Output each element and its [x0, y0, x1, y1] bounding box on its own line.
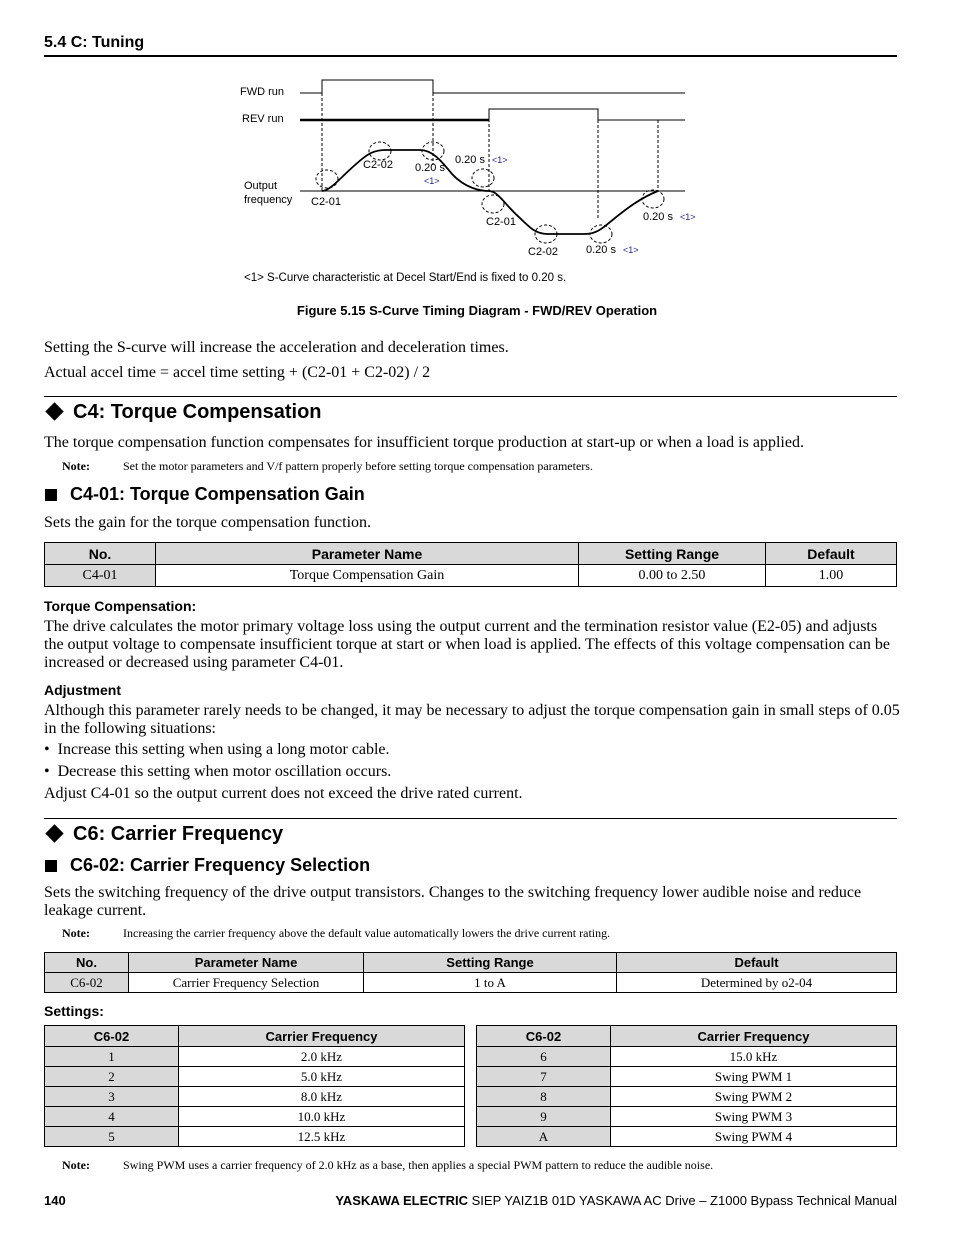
swing-pwm-note — [62, 1158, 713, 1173]
bullet-dot-icon: • — [44, 763, 58, 780]
table-header-cell: Default — [617, 953, 897, 973]
time-label-c: 0.20 s — [586, 244, 616, 256]
ref-mark-a: <1> — [424, 176, 440, 186]
table-cell: 15.0 kHz — [611, 1047, 897, 1067]
table-cell: Swing PWM 4 — [611, 1127, 897, 1147]
timing-markers — [322, 93, 658, 220]
table-cell: 1 — [45, 1047, 179, 1067]
time-label-b: 0.20 s — [455, 154, 485, 166]
c4-01-description: Sets the gain for the torque compensation function. — [44, 514, 372, 531]
fwd-run-label: FWD run — [240, 86, 284, 98]
note-label: Note: — [62, 459, 90, 473]
table-cell: A — [477, 1127, 611, 1147]
header-rule — [44, 55, 897, 57]
figure-footnote: <1> S-Curve characteristic at Decel Start/End is fixed to 0.20 s. — [244, 272, 567, 284]
table-cell: 1 to A — [364, 973, 617, 993]
table-cell: C4-01 — [45, 565, 156, 587]
table-cell: Swing PWM 1 — [611, 1067, 897, 1087]
table-header-cell: Carrier Frequency — [179, 1026, 465, 1047]
section-rule-c4 — [44, 396, 897, 397]
c4-01-heading-text: C4-01: Torque Compensation Gain — [70, 484, 365, 504]
figure-caption: Figure 5.15 S-Curve Timing Diagram - FWD/REV Operation — [296, 303, 658, 318]
c6-02-note — [62, 926, 610, 941]
frequency-label: frequency — [244, 194, 293, 206]
table-cell: 9 — [477, 1107, 611, 1127]
table-cell: Torque Compensation Gain — [156, 565, 579, 587]
table-header-cell: Default — [766, 543, 897, 565]
adjustment-final: Adjust C4-01 so the output current does not exceed the drive rated current. — [44, 785, 523, 802]
note-text: Swing PWM uses a carrier frequency of 2.0 kHz as a base, then applies a special PWM pattern to reduce the audible noise. — [123, 1158, 714, 1172]
table-cell: 3 — [45, 1087, 179, 1107]
square-bullet-icon — [45, 860, 57, 872]
section-rule-c6 — [44, 818, 897, 819]
settings-table-left — [44, 1025, 465, 1147]
table-cell: 2 — [45, 1067, 179, 1087]
table-cell: 1.00 — [766, 565, 897, 587]
table-cell: Carrier Frequency Selection — [129, 973, 364, 993]
note-text: Set the motor parameters and V/f pattern properly before setting torque compensation parameters. — [123, 459, 593, 473]
c6-heading-text: C6: Carrier Frequency — [73, 823, 284, 845]
rev-run-signal — [300, 109, 685, 120]
table-header-cell: No. — [45, 953, 129, 973]
table-cell: 0.00 to 2.50 — [579, 565, 766, 587]
table-header-cell: Carrier Frequency — [611, 1026, 897, 1047]
table-header-cell: C6-02 — [45, 1026, 179, 1047]
ref-mark-b: <1> — [492, 155, 508, 165]
ref-mark-c: <1> — [623, 245, 639, 255]
bullet-item — [44, 763, 900, 781]
table-cell: 5.0 kHz — [179, 1067, 465, 1087]
table-header-cell: C6-02 — [477, 1026, 611, 1047]
table-cell: 12.5 kHz — [179, 1127, 465, 1147]
footer-document — [335, 1193, 897, 1208]
settings-heading: Settings: — [44, 1003, 104, 1019]
footer-brand: YASKAWA ELECTRIC — [335, 1193, 468, 1208]
note-label: Note: — [62, 1158, 90, 1172]
running-header: 5.4 C: Tuning — [44, 34, 145, 51]
c4-note — [62, 459, 593, 474]
note-label: Note: — [62, 926, 90, 940]
fwd-run-signal — [300, 80, 685, 93]
adjustment-heading: Adjustment — [44, 682, 121, 698]
intro-line-2: Actual accel time = accel time setting + (C2-01 + C2-02) / 2 — [44, 364, 431, 381]
table-cell: C6-02 — [45, 973, 129, 993]
settings-table-right — [476, 1025, 897, 1147]
c2-02-decel-label: C2-02 — [528, 246, 558, 258]
table-cell: 8.0 kHz — [179, 1087, 465, 1107]
table-cell: 5 — [45, 1127, 179, 1147]
c6-02-heading-text: C6-02: Carrier Frequency Selection — [70, 855, 371, 875]
ref-mark-d: <1> — [680, 212, 696, 222]
c2-02-accel-label: C2-02 — [363, 159, 393, 171]
table-cell: 6 — [477, 1047, 611, 1067]
footer-doc-title: SIEP YAIZ1B 01D YASKAWA AC Drive – Z1000 Bypass Technical Manual — [471, 1193, 897, 1208]
table-header-cell: Setting Range — [364, 953, 617, 973]
s-curve-timing-diagram — [230, 70, 710, 295]
table-cell: Swing PWM 3 — [611, 1107, 897, 1127]
bullet-text: Decrease this setting when motor oscillation occurs. — [57, 763, 392, 780]
c4-heading — [44, 401, 322, 424]
c4-description: The torque compensation function compensates for insufficient torque production at start-up or when a load is applied. — [44, 434, 804, 451]
diamond-bullet-icon — [45, 403, 63, 421]
page-number: 140 — [44, 1193, 66, 1208]
table-cell: Determined by o2-04 — [617, 973, 897, 993]
table-header-cell: Setting Range — [579, 543, 766, 565]
table-cell: 2.0 kHz — [179, 1047, 465, 1067]
time-label-d: 0.20 s — [643, 211, 673, 223]
table-cell: Swing PWM 2 — [611, 1087, 897, 1107]
diamond-bullet-icon — [45, 825, 63, 843]
torque-compensation-text: The drive calculates the motor primary voltage loss using the output current and the termination resistor value (E2-05) and adjusts the output voltage to compensate insufficient torque at start or when load is applied. The effects of this voltage compensation can be increased or decreased using parameter C4-01. — [44, 618, 890, 671]
table-cell: 10.0 kHz — [179, 1107, 465, 1127]
output-label: Output — [244, 180, 278, 192]
c4-heading-text: C4: Torque Compensation — [73, 401, 322, 423]
adjustment-text: Although this parameter rarely needs to be changed, it may be necessary to adjust the torque compensation gain in small steps of 0.05 in the following situations: — [44, 702, 900, 737]
c2-01-decel-label: C2-01 — [486, 216, 516, 228]
bullet-text: Increase this setting when using a long motor cable. — [57, 741, 390, 758]
table-header-cell: Parameter Name — [156, 543, 579, 565]
time-label-a: 0.20 s — [415, 162, 445, 174]
table-cell: 7 — [477, 1067, 611, 1087]
c6-heading — [44, 823, 283, 846]
c6-02-description: Sets the switching frequency of the drive output transistors. Changes to the switching frequency lower audible noise and reduce leakage current. — [44, 884, 862, 919]
square-bullet-icon — [45, 489, 57, 501]
bullet-item — [44, 741, 900, 759]
table-header-cell: Parameter Name — [129, 953, 364, 973]
table-header-cell: No. — [45, 543, 156, 565]
note-text: Increasing the carrier frequency above the default value automatically lowers the drive current rating. — [123, 926, 611, 940]
table-cell: 8 — [477, 1087, 611, 1107]
torque-compensation-heading: Torque Compensation: — [44, 598, 197, 614]
c2-01-accel-label: C2-01 — [311, 196, 341, 208]
bullet-dot-icon: • — [44, 741, 58, 758]
c4-01-parameter-table — [44, 542, 897, 587]
intro-line-1: Setting the S-curve will increase the acceleration and deceleration times. — [44, 339, 509, 356]
rev-run-label: REV run — [242, 113, 284, 125]
table-cell: 4 — [45, 1107, 179, 1127]
c6-02-heading — [44, 855, 370, 876]
c4-01-heading — [44, 484, 365, 505]
c6-02-parameter-table — [44, 952, 897, 993]
